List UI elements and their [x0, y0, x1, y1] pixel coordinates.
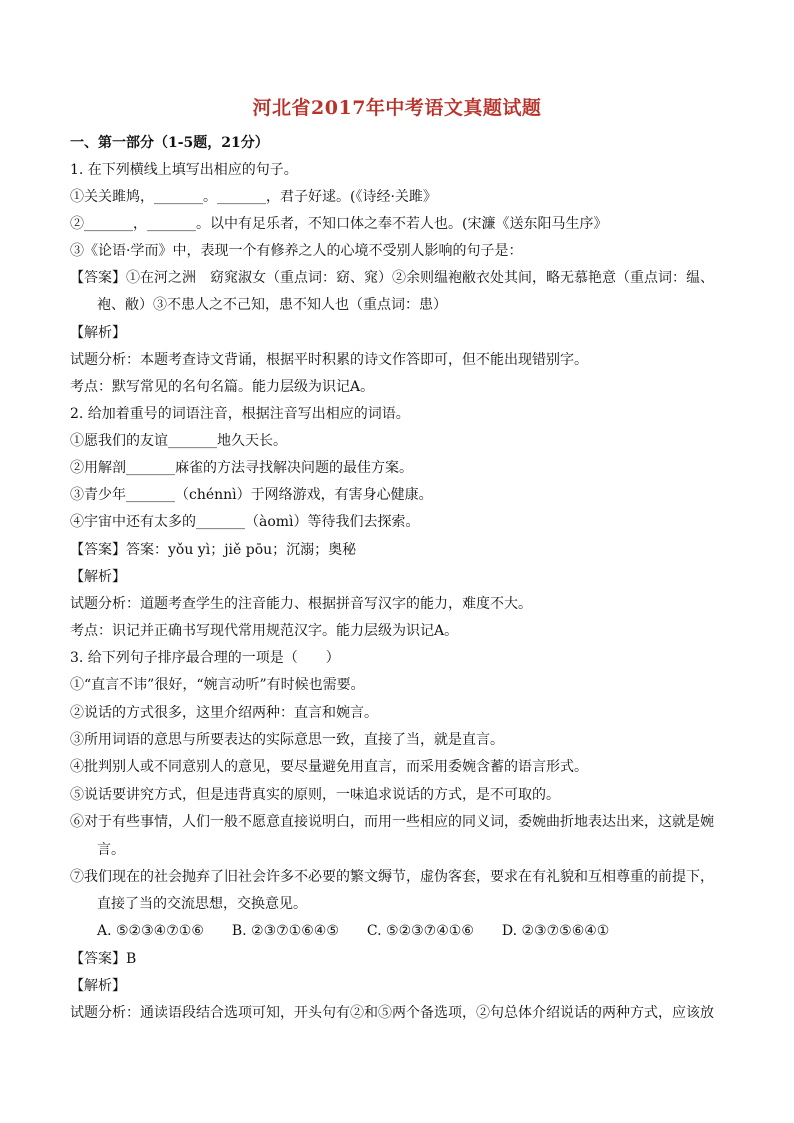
q3-sentence-6-line-2: 言。 — [97, 842, 125, 858]
q2-line-2: ②用解剖_______麻雀的方法寻找解决问题的最佳方案。 — [70, 460, 413, 476]
q3-stem: 3. 给下列句子排序最合理的一项是（ ） — [70, 650, 340, 666]
q3-sentence-2: ②说话的方式很多，这里介绍两种：直言和婉言。 — [70, 705, 378, 721]
q2-analysis-label: 【解析】 — [70, 569, 126, 585]
q2-line-4: ④宇宙中还有太多的_______（àomì）等待我们去探索。 — [70, 514, 420, 530]
q2-answer: 【答案】答案：yǒu yì；jiě pōu；沉溺；奥秘 — [70, 542, 357, 558]
q2-line-1: ①愿我们的友谊_______地久天长。 — [70, 433, 287, 449]
q3-analysis: 试题分析：通读语段结合选项可知，开头句有②和⑤两个备选项，②句总体介绍说话的两种方式，应该放 — [70, 1005, 714, 1021]
q1-line-2: ②_______，_______。以中有足乐者，不知口体之奉不若人也。(宋濂《送东阳马生序》 — [70, 216, 608, 232]
q1-answer-line-2: 袍、敝）③不患人之不己知，患不知人也（重点词：患） — [97, 297, 447, 313]
q1-analysis-label: 【解析】 — [70, 325, 126, 341]
q3-sentence-7-line-1: ⑦我们现在的社会抛弃了旧社会许多不必要的繁文缛节，虚伪客套，要求在有礼貌和互相尊重的前提下， — [70, 869, 714, 885]
q3-sentence-5: ⑤说话要讲究方式，但是违背真实的原则，一味追求说话的方式，是不可取的。 — [70, 787, 560, 803]
q2-line-3: ③青少年_______（chénnì）于网络游戏，有害身心健康。 — [70, 487, 433, 503]
q2-analysis: 试题分析：道题考查学生的注音能力、根据拼音写汉字的能力，难度不大。 — [70, 596, 532, 612]
section-heading: 一、第一部分（1-5题，21分） — [70, 135, 269, 151]
q3-sentence-3: ③所用词语的意思与所要表达的实际意思一致，直接了当，就是直言。 — [70, 732, 504, 748]
q1-line-1: ①关关雎鸠，_______。_______，君子好逑。(《诗经·关雎》 — [70, 189, 437, 205]
q3-analysis-label: 【解析】 — [70, 978, 126, 994]
q3-options: A. ⑤②③④⑦①⑥ B. ②③⑦①⑥④⑤ C. ⑤②③⑦④①⑥ D. ②③⑦⑤⑥④① — [97, 923, 610, 939]
q3-sentence-6-line-1: ⑥对于有些事情，人们一般不愿意直接说明白，而用一些相应的同义词，委婉曲折地表达出来，这就是婉 — [70, 814, 714, 830]
page-title: 河北省2017年中考语文真题试题 — [252, 97, 542, 119]
q1-stem: 1. 在下列横线上填写出相应的句子。 — [70, 162, 298, 178]
q1-answer-line-1: 【答案】①在河之洲 窈窕淑女（重点词：窈、窕）②余则缊袍敝衣处其间，略无慕艳意（重点词：缊、 — [70, 270, 714, 286]
q2-point: 考点：识记并正确书写现代常用规范汉字。能力层级为识记A。 — [70, 623, 459, 639]
q3-sentence-1: ①“直言不讳”很好，“婉言动听”有时候也需要。 — [70, 677, 365, 693]
q1-analysis: 试题分析：本题考查诗文背诵，根据平时积累的诗文作答即可，但不能出现错别字。 — [70, 352, 588, 368]
q2-stem: 2. 给加着重号的词语注音，根据注音写出相应的词语。 — [70, 406, 410, 422]
q1-line-3: ③《论语·学而》中，表现一个有修养之人的心境不受别人影响的句子是： — [70, 243, 523, 259]
q3-sentence-4: ④批判别人或不同意别人的意见，要尽量避免用直言，而采用委婉含蓄的语言形式。 — [70, 759, 588, 775]
q1-point: 考点：默写常见的名句名篇。能力层级为识记A。 — [70, 379, 375, 395]
q3-sentence-7-line-2: 直接了当的交流思想，交换意见。 — [97, 896, 307, 912]
q3-answer: 【答案】B — [70, 951, 137, 967]
